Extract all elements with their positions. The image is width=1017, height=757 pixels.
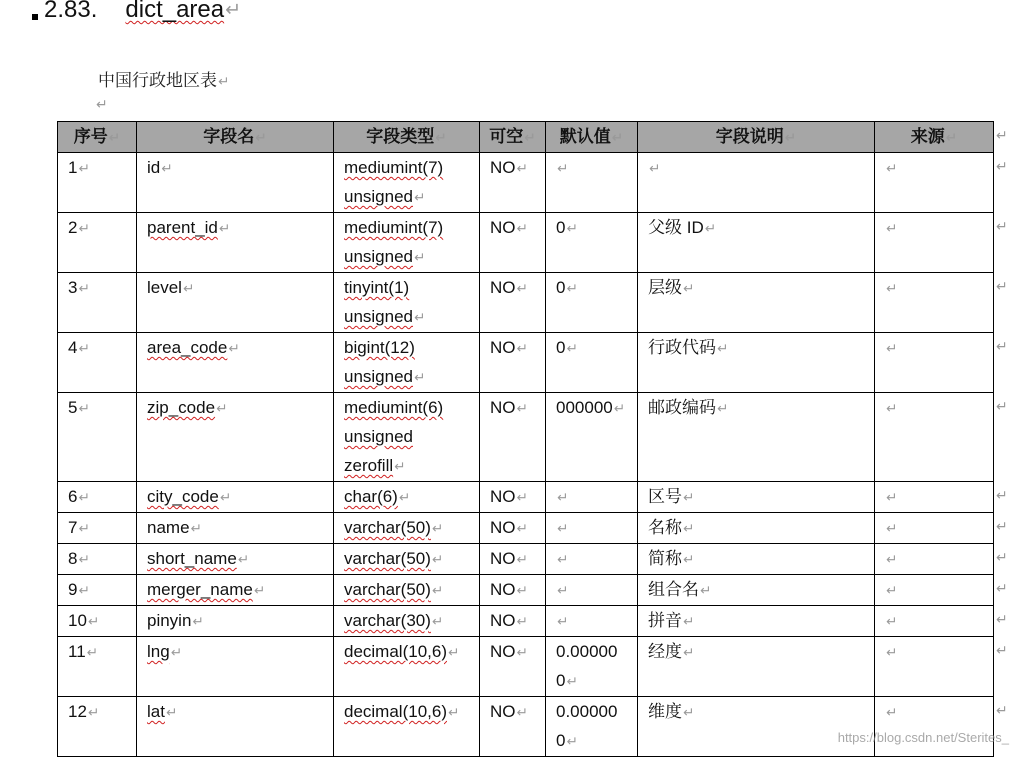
cell-end-mark-icon: ↵: [78, 161, 90, 176]
cell-description: [638, 575, 875, 606]
cell-field-name-text: id: [147, 158, 161, 177]
cell-field-type-text: unsigned: [344, 187, 414, 206]
cell-description: [638, 213, 875, 273]
cell-source: [875, 513, 994, 544]
cell-field-type-text: mediumint(7): [344, 158, 444, 177]
cell-source: [875, 213, 994, 273]
cell-field-name-text: merger_name: [147, 580, 253, 599]
cell-description: [638, 333, 875, 393]
header-label: 来源: [910, 127, 945, 146]
cell-field-name-text: name: [147, 518, 190, 537]
header-field-name: [137, 122, 334, 153]
cell-end-mark-icon: ↵: [78, 583, 90, 598]
cell-end-mark-icon: ↵: [516, 341, 528, 356]
cell-description-text: 行政代码: [648, 338, 716, 357]
cell-source: [875, 153, 994, 213]
cell-field-name-text: level: [147, 278, 182, 297]
cell-field-name: [137, 273, 334, 333]
header-label: 序号: [73, 127, 108, 146]
cell-description-text: 区号: [648, 487, 682, 506]
cell-end-mark-icon: ↵: [78, 552, 90, 567]
cell-end-mark-icon: ↵: [886, 221, 898, 236]
table-row: [58, 482, 994, 513]
cell-nullable: [480, 513, 546, 544]
cell-field-type-text: bigint(12): [344, 338, 415, 357]
cell-nullable-text: NO: [490, 158, 516, 177]
cell-field-type-text: unsigned: [344, 307, 414, 326]
cell-field-type-text: unsigned: [344, 367, 414, 386]
cell-default: [546, 273, 638, 333]
table-row: [58, 153, 994, 213]
cell-field-type: [334, 393, 480, 482]
cell-nullable: [480, 333, 546, 393]
row-end-mark-icon: ↵: [996, 398, 1008, 414]
table-row: [58, 606, 994, 637]
cell-end-mark-icon: ↵: [557, 583, 569, 598]
cell-nullable: [480, 393, 546, 482]
cell-end-mark-icon: ↵: [78, 281, 90, 296]
cell-seq: [58, 482, 137, 513]
cell-description-text: 拼音: [648, 611, 682, 630]
row-end-mark-icon: ↵: [996, 158, 1008, 174]
cell-default-text: 000000: [556, 398, 613, 417]
cell-end-mark-icon: ↵: [516, 552, 528, 567]
cell-end-mark-icon: ↵: [886, 705, 898, 720]
cell-end-mark-icon: ↵: [886, 490, 898, 505]
section-heading: [32, 0, 241, 26]
cell-description: [638, 606, 875, 637]
cell-end-mark-icon: ↵: [182, 281, 195, 296]
cell-field-type: [334, 153, 480, 213]
cell-field-type-text: unsigned: [344, 427, 414, 446]
watermark: https://blog.csdn.net/Sterites_: [837, 730, 1009, 745]
cell-nullable: [480, 637, 546, 697]
cell-description: [638, 273, 875, 333]
cell-end-mark-icon: ↵: [448, 645, 460, 660]
cell-seq-text: 6: [68, 487, 78, 506]
cell-end-mark-icon: ↵: [886, 614, 898, 629]
cell-field-name: [137, 544, 334, 575]
cell-nullable-text: NO: [490, 218, 516, 237]
cell-source: [875, 393, 994, 482]
cell-seq: [58, 544, 137, 575]
heading-number: 2.83.: [44, 0, 98, 23]
cell-field-type: [334, 273, 480, 333]
cell-description: [638, 482, 875, 513]
cell-end-mark-icon: ↵: [448, 705, 460, 720]
cell-end-mark-icon: ↵: [683, 490, 695, 505]
cell-end-mark-icon: ↵: [700, 583, 712, 598]
cell-end-mark-icon: ↵: [886, 583, 898, 598]
cell-field-type: [334, 575, 480, 606]
paragraph-mark-icon: ↵: [225, 0, 242, 21]
row-end-mark-icon: ↵: [996, 580, 1008, 596]
cell-field-type-text: varchar(50): [344, 518, 431, 537]
cell-end-mark-icon: ↵: [192, 614, 204, 629]
cell-end-mark-icon: ↵: [886, 552, 898, 567]
cell-seq-text: 3: [68, 278, 78, 297]
cell-end-mark-icon: ↵: [886, 521, 898, 536]
cell-source: [875, 697, 994, 757]
cell-description-text: 组合名: [648, 580, 699, 599]
cell-end-mark-icon: ↵: [557, 614, 569, 629]
cell-end-mark-icon: ↵: [255, 130, 267, 145]
table-row: [58, 333, 994, 393]
cell-seq: [58, 637, 137, 697]
cell-end-mark-icon: ↵: [78, 341, 90, 356]
table-row: [58, 393, 994, 482]
cell-default: [546, 153, 638, 213]
table-row: [58, 513, 994, 544]
cell-end-mark-icon: ↵: [524, 130, 536, 145]
header-default: [546, 122, 638, 153]
table-caption: [98, 66, 229, 91]
cell-default: [546, 333, 638, 393]
cell-end-mark-icon: ↵: [886, 341, 898, 356]
cell-nullable: [480, 575, 546, 606]
cell-nullable: [480, 273, 546, 333]
cell-end-mark-icon: ↵: [414, 250, 426, 265]
row-end-mark-icon: ↵: [996, 278, 1008, 294]
cell-seq: [58, 273, 137, 333]
cell-field-type: [334, 606, 480, 637]
cell-field-name: [137, 637, 334, 697]
cell-end-mark-icon: ↵: [516, 705, 528, 720]
cell-end-mark-icon: ↵: [683, 645, 695, 660]
cell-seq-text: 5: [68, 398, 78, 417]
table-row: [58, 213, 994, 273]
cell-end-mark-icon: ↵: [613, 401, 626, 416]
cell-end-mark-icon: ↵: [566, 281, 578, 296]
cell-description: [638, 393, 875, 482]
cell-field-name: [137, 513, 334, 544]
cell-seq-text: 1: [68, 158, 78, 177]
cell-end-mark-icon: ↵: [704, 221, 717, 236]
row-end-mark-icon: ↵: [996, 518, 1008, 534]
table-row: [58, 697, 994, 757]
cell-field-type: [334, 482, 480, 513]
cell-nullable-text: NO: [490, 549, 516, 568]
cell-end-mark-icon: ↵: [566, 734, 578, 749]
cell-seq-text: 12: [68, 702, 87, 721]
cell-end-mark-icon: ↵: [228, 341, 240, 356]
cell-end-mark-icon: ↵: [516, 221, 528, 236]
row-end-mark-icon: ↵: [996, 611, 1008, 627]
cell-source: [875, 482, 994, 513]
cell-end-mark-icon: ↵: [683, 614, 695, 629]
cell-seq-text: 7: [68, 518, 78, 537]
cell-default: [546, 513, 638, 544]
cell-field-type-text: mediumint(6): [344, 398, 444, 417]
cell-default-text: 0: [556, 338, 566, 357]
row-end-mark-icon: ↵: [996, 549, 1008, 565]
cell-default-text: 0: [556, 671, 566, 690]
cell-seq-text: 4: [68, 338, 78, 357]
cell-field-name: [137, 393, 334, 482]
cell-end-mark-icon: ↵: [253, 583, 266, 598]
cell-field-type-text: varchar(50): [344, 549, 431, 568]
cell-end-mark-icon: ↵: [557, 521, 569, 536]
row-end-mark-icon: ↵: [996, 642, 1008, 658]
cell-default: [546, 393, 638, 482]
cell-source: [875, 575, 994, 606]
cell-end-mark-icon: ↵: [557, 490, 569, 505]
cell-field-type-text: zerofill: [344, 456, 394, 475]
cell-end-mark-icon: ↵: [516, 161, 528, 176]
cell-end-mark-icon: ↵: [398, 490, 411, 505]
cell-field-name-text: city_code: [147, 487, 219, 506]
cell-field-type: [334, 333, 480, 393]
cell-end-mark-icon: ↵: [86, 645, 99, 660]
cell-field-name-text: short_name: [147, 549, 237, 568]
cell-seq-text: 11: [68, 642, 86, 661]
cell-description: [638, 153, 875, 213]
cell-end-mark-icon: ↵: [78, 221, 90, 236]
cell-field-type-text: tinyint(1): [344, 278, 410, 297]
header-label: 可空: [489, 127, 524, 146]
cell-field-name-text: zip_code: [147, 398, 216, 417]
cell-end-mark-icon: ↵: [165, 705, 178, 720]
cell-end-mark-icon: ↵: [87, 705, 100, 720]
cell-end-mark-icon: ↵: [566, 221, 578, 236]
cell-description-text: 层级: [648, 278, 682, 297]
cell-seq: [58, 213, 137, 273]
cell-end-mark-icon: ↵: [683, 552, 695, 567]
cell-field-name: [137, 482, 334, 513]
header-label: 字段说明: [715, 127, 784, 146]
cell-nullable: [480, 544, 546, 575]
cell-end-mark-icon: ↵: [78, 401, 90, 416]
cell-description: [638, 637, 875, 697]
cell-end-mark-icon: ↵: [431, 552, 444, 567]
cell-field-name-text: lat: [147, 702, 165, 721]
cell-end-mark-icon: ↵: [216, 401, 228, 416]
paragraph-mark-icon: ↵: [218, 74, 230, 89]
heading-bullet-marker: [32, 14, 38, 20]
cell-nullable: [480, 482, 546, 513]
cell-end-mark-icon: ↵: [237, 552, 250, 567]
cell-description-text: 名称: [648, 518, 682, 537]
cell-nullable: [480, 213, 546, 273]
table-row: [58, 273, 994, 333]
cell-end-mark-icon: ↵: [683, 281, 695, 296]
cell-end-mark-icon: ↵: [170, 645, 183, 660]
cell-default-text: 0: [556, 278, 566, 297]
cell-end-mark-icon: ↵: [886, 401, 898, 416]
cell-end-mark-icon: ↵: [435, 130, 447, 145]
cell-nullable-text: NO: [490, 611, 516, 630]
cell-field-type: [334, 697, 480, 757]
cell-seq-text: 9: [68, 580, 78, 599]
cell-description-text: 经度: [648, 642, 682, 661]
cell-seq-text: 2: [68, 218, 78, 237]
cell-end-mark-icon: ↵: [611, 130, 624, 145]
cell-seq: [58, 697, 137, 757]
field-definition-table: [57, 121, 994, 757]
cell-default: [546, 637, 638, 697]
cell-field-name-text: parent_id: [147, 218, 218, 237]
cell-field-name: [137, 575, 334, 606]
cell-nullable-text: NO: [490, 398, 516, 417]
cell-description-text: 父级 ID: [648, 218, 704, 237]
cell-end-mark-icon: ↵: [161, 161, 173, 176]
cell-field-name: [137, 606, 334, 637]
cell-source: [875, 273, 994, 333]
cell-field-type-text: char(6): [344, 487, 398, 506]
cell-field-type-text: varchar(50): [344, 580, 431, 599]
cell-end-mark-icon: ↵: [683, 705, 695, 720]
cell-default: [546, 482, 638, 513]
cell-end-mark-icon: ↵: [886, 281, 898, 296]
cell-end-mark-icon: ↵: [557, 552, 569, 567]
cell-end-mark-icon: ↵: [566, 674, 578, 689]
cell-default: [546, 213, 638, 273]
header-source: [875, 122, 994, 153]
cell-seq: [58, 575, 137, 606]
header-label: 字段名: [203, 127, 255, 146]
cell-end-mark-icon: ↵: [414, 190, 426, 205]
cell-end-mark-icon: ↵: [557, 161, 569, 176]
cell-default-text: 0: [556, 218, 566, 237]
cell-default-text: 0.00000: [556, 642, 618, 661]
cell-description: [638, 544, 875, 575]
cell-end-mark-icon: ↵: [717, 401, 729, 416]
cell-end-mark-icon: ↵: [516, 401, 528, 416]
cell-nullable-text: NO: [490, 702, 516, 721]
cell-field-type-text: decimal(10,6): [344, 702, 447, 721]
cell-end-mark-icon: ↵: [394, 459, 406, 474]
cell-nullable: [480, 153, 546, 213]
cell-seq-text: 10: [68, 611, 87, 630]
cell-field-type: [334, 544, 480, 575]
cell-nullable-text: NO: [490, 518, 516, 537]
cell-end-mark-icon: ↵: [683, 521, 695, 536]
cell-default: [546, 606, 638, 637]
row-end-mark-icon: ↵: [996, 127, 1008, 143]
cell-end-mark-icon: ↵: [516, 645, 528, 660]
cell-end-mark-icon: ↵: [108, 130, 121, 145]
cell-nullable-text: NO: [490, 278, 516, 297]
cell-source: [875, 606, 994, 637]
cell-field-type-text: decimal(10,6): [344, 642, 447, 661]
cell-end-mark-icon: ↵: [945, 130, 958, 145]
cell-end-mark-icon: ↵: [219, 490, 232, 505]
cell-field-name: [137, 213, 334, 273]
cell-nullable-text: NO: [490, 338, 516, 357]
cell-description-text: 邮政编码: [648, 398, 716, 417]
header-nullable: [480, 122, 546, 153]
cell-default-text: 0: [556, 731, 566, 750]
cell-end-mark-icon: ↵: [431, 583, 444, 598]
cell-end-mark-icon: ↵: [784, 130, 797, 145]
row-end-mark-icon: ↵: [996, 702, 1008, 718]
cell-nullable-text: NO: [490, 487, 516, 506]
cell-field-type: [334, 513, 480, 544]
cell-end-mark-icon: ↵: [717, 341, 729, 356]
header-description: [638, 122, 875, 153]
cell-nullable: [480, 606, 546, 637]
cell-end-mark-icon: ↵: [218, 221, 231, 236]
cell-default: [546, 575, 638, 606]
table-caption-text: 中国行政地区表: [98, 71, 217, 90]
cell-description: [638, 513, 875, 544]
cell-end-mark-icon: ↵: [414, 370, 426, 385]
table-row: [58, 544, 994, 575]
cell-field-type-text: mediumint(7): [344, 218, 444, 237]
cell-nullable: [480, 697, 546, 757]
cell-source: [875, 637, 994, 697]
cell-end-mark-icon: ↵: [78, 521, 90, 536]
cell-end-mark-icon: ↵: [566, 341, 578, 356]
header-field-type: [334, 122, 480, 153]
cell-field-type: [334, 213, 480, 273]
cell-end-mark-icon: ↵: [190, 521, 202, 536]
cell-field-name-text: lng: [147, 642, 170, 661]
cell-field-type: [334, 637, 480, 697]
empty-paragraph-mark-icon: ↵: [96, 96, 108, 112]
cell-field-name-text: pinyin: [147, 611, 192, 630]
cell-field-name: [137, 697, 334, 757]
cell-field-type-text: varchar(30): [344, 611, 431, 630]
cell-nullable-text: NO: [490, 642, 516, 661]
cell-nullable-text: NO: [490, 580, 516, 599]
header-label: 字段类型: [366, 127, 435, 146]
cell-end-mark-icon: ↵: [886, 645, 898, 660]
row-end-mark-icon: ↵: [996, 338, 1008, 354]
cell-end-mark-icon: ↵: [414, 310, 426, 325]
table-header-row: [58, 122, 994, 153]
cell-default: [546, 544, 638, 575]
cell-seq: [58, 333, 137, 393]
cell-seq-text: 8: [68, 549, 78, 568]
heading-title: dict_area: [125, 0, 225, 23]
cell-end-mark-icon: ↵: [78, 490, 90, 505]
cell-description-text: 维度: [648, 702, 682, 721]
row-end-mark-icon: ↵: [996, 218, 1008, 234]
cell-seq: [58, 393, 137, 482]
table-row: [58, 575, 994, 606]
cell-default: [546, 697, 638, 757]
cell-end-mark-icon: ↵: [431, 614, 444, 629]
cell-description: [638, 697, 875, 757]
cell-end-mark-icon: ↵: [87, 614, 100, 629]
cell-end-mark-icon: ↵: [516, 281, 528, 296]
cell-end-mark-icon: ↵: [516, 583, 528, 598]
cell-end-mark-icon: ↵: [886, 161, 898, 176]
cell-seq: [58, 153, 137, 213]
header-seq: [58, 122, 137, 153]
cell-default-text: 0.00000: [556, 702, 618, 721]
cell-end-mark-icon: ↵: [649, 161, 661, 176]
cell-end-mark-icon: ↵: [516, 614, 528, 629]
cell-end-mark-icon: ↵: [431, 521, 444, 536]
cell-field-name: [137, 153, 334, 213]
cell-field-type-text: unsigned: [344, 247, 414, 266]
table-row: [58, 637, 994, 697]
cell-seq: [58, 606, 137, 637]
cell-source: [875, 544, 994, 575]
cell-end-mark-icon: ↵: [516, 521, 528, 536]
cell-seq: [58, 513, 137, 544]
cell-source: [875, 333, 994, 393]
cell-field-name-text: area_code: [147, 338, 228, 357]
cell-field-name: [137, 333, 334, 393]
header-label: 默认值: [559, 127, 611, 146]
row-end-mark-icon: ↵: [996, 487, 1008, 503]
cell-end-mark-icon: ↵: [516, 490, 528, 505]
cell-description-text: 简称: [648, 549, 682, 568]
